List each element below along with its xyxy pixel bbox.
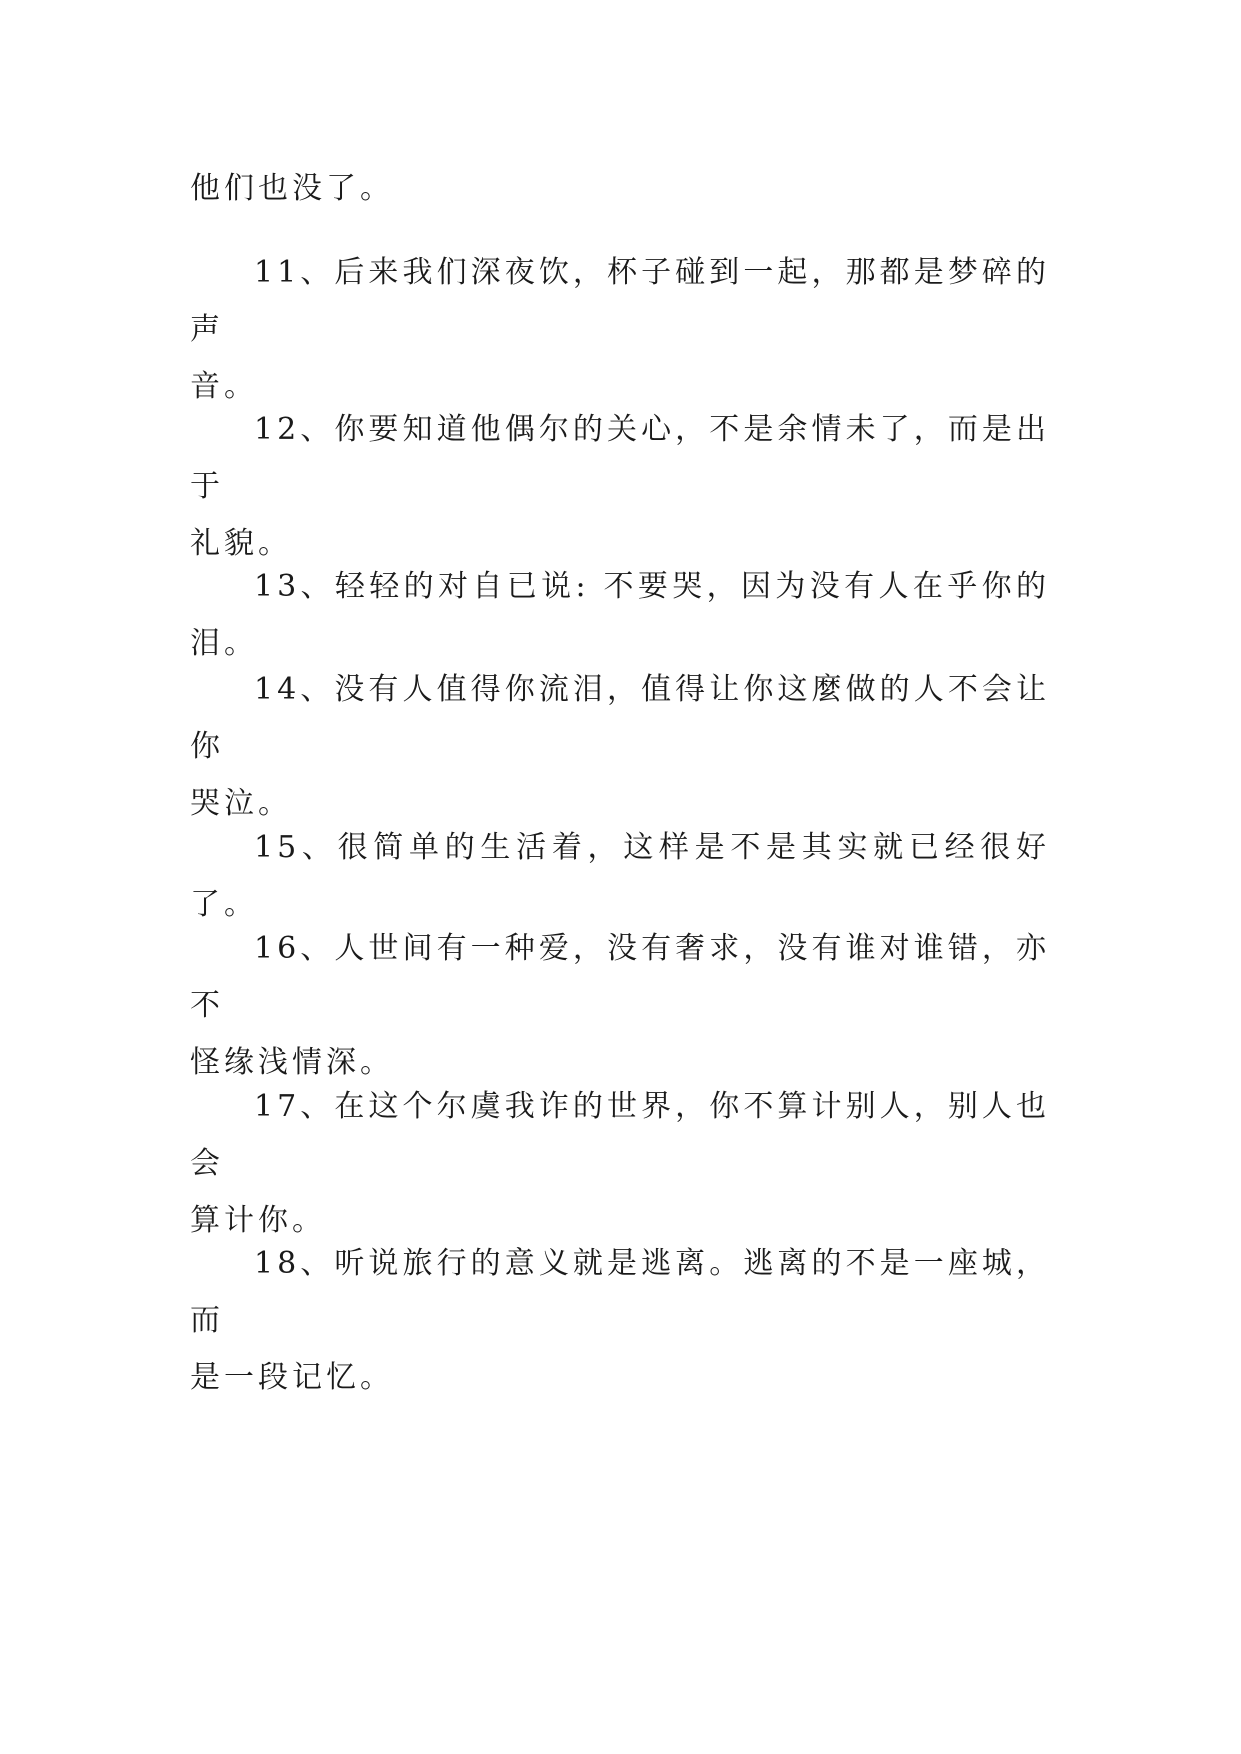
text-line: 礼貌。 — [190, 526, 292, 561]
paragraph-10-continuation — [190, 160, 1050, 217]
text-line: 他们也没了。 — [190, 171, 394, 206]
text-line: 16、人世间有一种爱，没有奢求，没有谁对谁错，亦不 — [190, 931, 1050, 1023]
paragraph-15 — [190, 819, 1050, 933]
text-line: 15、很简单的生活着，这样是不是其实就已经很好了。 — [190, 830, 1050, 922]
text-line: 18、听说旅行的意义就是逃离。逃离的不是一座城，而 — [190, 1246, 1050, 1338]
text-line: 13、轻轻的对自已说: 不要哭，因为没有人在乎你的泪。 — [190, 569, 1050, 661]
text-line: 算计你。 — [190, 1203, 326, 1238]
text-line: 是一段记忆。 — [190, 1360, 394, 1395]
text-line: 14、没有人值得你流泪，值得让你这麼做的人不会让你 — [190, 672, 1050, 764]
paragraph-16 — [190, 920, 1050, 1091]
paragraph-18 — [190, 1235, 1050, 1406]
paragraph-12 — [190, 401, 1050, 572]
text-line: 哭泣。 — [190, 786, 292, 821]
text-line: 怪缘浅情深。 — [190, 1045, 394, 1080]
text-line: 12、你要知道他偶尔的关心，不是余情未了，而是出于 — [190, 412, 1050, 504]
text-line: 11、后来我们深夜饮，杯子碰到一起，那都是梦碎的声 — [190, 255, 1050, 347]
paragraph-17 — [190, 1078, 1050, 1249]
paragraph-14 — [190, 661, 1050, 832]
paragraph-11 — [190, 244, 1050, 415]
text-line: 音。 — [190, 369, 258, 404]
paragraph-13 — [190, 558, 1050, 672]
text-line: 17、在这个尔虞我诈的世界，你不算计别人，别人也会 — [190, 1089, 1050, 1181]
